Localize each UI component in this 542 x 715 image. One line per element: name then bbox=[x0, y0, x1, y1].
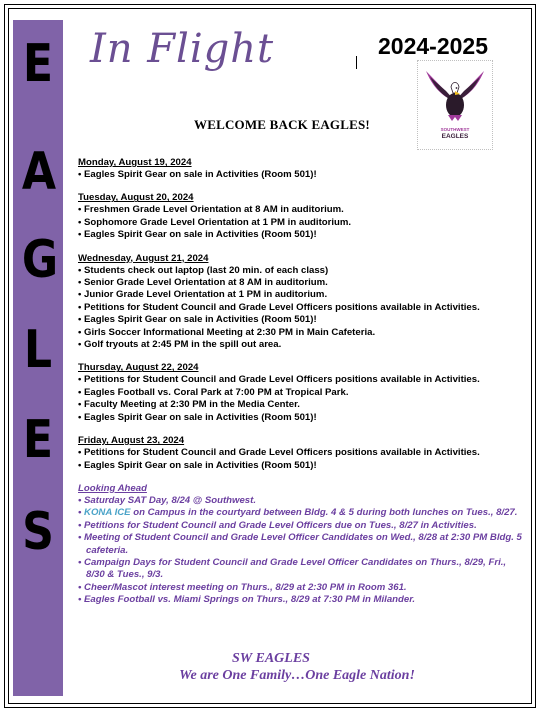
list-item: • Students check out laptop (last 20 min. of each class) bbox=[78, 264, 329, 276]
day-friday bbox=[78, 435, 523, 472]
looking-ahead-heading: Looking Ahead bbox=[78, 482, 147, 494]
text-cursor bbox=[356, 56, 357, 69]
list-item: • Sophomore Grade Level Orientation at 1 PM in auditorium. bbox=[78, 216, 352, 228]
list-item: • Campaign Days for Student Council and Grade Level Officer Candidates on Thurs., 8/29, Fri., 8/30 & Tues., 9/3. bbox=[78, 556, 507, 581]
list-item: • Petitions for Student Council and Grade Level Officers positions available in Activities. bbox=[78, 301, 480, 313]
list-item: • Faculty Meeting at 2:30 PM in the Media Center. bbox=[78, 399, 300, 411]
footer-sw-eagles: SW EAGLES bbox=[232, 651, 310, 666]
day-heading: Friday, August 23, 2024 bbox=[78, 435, 185, 447]
welcome-heading: WELCOME BACK EAGLES! bbox=[194, 117, 370, 132]
eagle-logo bbox=[417, 60, 493, 150]
day-heading: Thursday, August 22, 2024 bbox=[78, 362, 199, 374]
school-year: 2024-2025 bbox=[378, 33, 488, 59]
kona-ice-highlight: KONA ICE bbox=[84, 507, 131, 519]
announcements bbox=[78, 157, 523, 607]
eagles-sidebar bbox=[13, 20, 63, 696]
newsletter-title: In Flight bbox=[90, 26, 275, 72]
list-item: • Eagles Football vs. Miami Springs on Thurs., 8/29 at 7:30 PM in Milander. bbox=[78, 594, 416, 606]
list-item: • Saturday SAT Day, 8/24 @ Southwest. bbox=[78, 494, 256, 506]
eagle-logo-icon bbox=[418, 61, 492, 149]
list-item: • Eagles Spirit Gear on sale in Activities (Room 501)! bbox=[78, 229, 317, 241]
sidebar-letter: L bbox=[23, 320, 53, 380]
list-item: • Petitions for Student Council and Grade Level Officers positions available in Activities. bbox=[78, 374, 480, 386]
sidebar-letter: A bbox=[21, 142, 57, 202]
list-item: • Petitions for Student Council and Grade Level Officers positions available in Activities. bbox=[78, 447, 480, 459]
list-item: • Eagles Spirit Gear on sale in Activities (Room 501)! bbox=[78, 459, 317, 471]
day-wednesday bbox=[78, 253, 523, 352]
list-item: • Girls Soccer Informational Meeting at 2:30 PM in Main Cafeteria. bbox=[78, 326, 376, 338]
sidebar-letter: E bbox=[22, 34, 54, 94]
list-item: • Eagles Spirit Gear on sale in Activities (Room 501)! bbox=[78, 169, 317, 180]
day-heading: Monday, August 19, 2024 bbox=[78, 157, 192, 168]
day-heading: Tuesday, August 20, 2024 bbox=[78, 192, 194, 204]
list-item: • Golf tryouts at 2:45 PM in the spill out area. bbox=[78, 339, 282, 351]
day-thursday bbox=[78, 362, 523, 424]
svg-text:SOUTHWEST: SOUTHWEST bbox=[440, 127, 470, 132]
day-tuesday bbox=[78, 192, 523, 241]
list-item: • Freshmen Grade Level Orientation at 8 AM in auditorium. bbox=[78, 204, 344, 216]
looking-ahead bbox=[78, 483, 523, 607]
list-item: • Petitions for Student Council and Grade Level Officers due on Tues., 8/27 in Activities. bbox=[78, 519, 477, 531]
day-monday bbox=[78, 157, 523, 181]
list-item: • Senior Grade Level Orientation at 8 AM in auditorium. bbox=[78, 277, 328, 289]
day-heading: Wednesday, August 21, 2024 bbox=[78, 252, 209, 264]
list-item: • Junior Grade Level Orientation at 1 PM in auditorium. bbox=[78, 289, 328, 301]
list-item: • Cheer/Mascot interest meeting on Thurs., 8/29 at 2:30 PM in Room 361. bbox=[78, 581, 407, 593]
svg-text:EAGLES: EAGLES bbox=[441, 133, 469, 140]
list-item: • Eagles Spirit Gear on sale in Activities (Room 501)! bbox=[78, 314, 317, 326]
sidebar-letter: G bbox=[21, 230, 59, 290]
sidebar-letter: S bbox=[22, 502, 54, 562]
footer-motto: We are One Family…One Eagle Nation! bbox=[179, 668, 415, 683]
list-item: • KONA ICE on Campus in the courtyard between Bldg. 4 & 5 during both lunches on Tues., 8/27. bbox=[78, 507, 518, 519]
list-item: • Meeting of Student Council and Grade Level Officer Candidates on Wed., 8/28 at 2:30 PM Bldg. 5 cafeteria. bbox=[78, 532, 522, 556]
list-item: • Eagles Football vs. Coral Park at 7:00 PM at Tropical Park. bbox=[78, 386, 349, 398]
sidebar-letter: E bbox=[22, 410, 54, 470]
list-item: • Eagles Spirit Gear on sale in Activities (Room 501)! bbox=[78, 411, 317, 423]
